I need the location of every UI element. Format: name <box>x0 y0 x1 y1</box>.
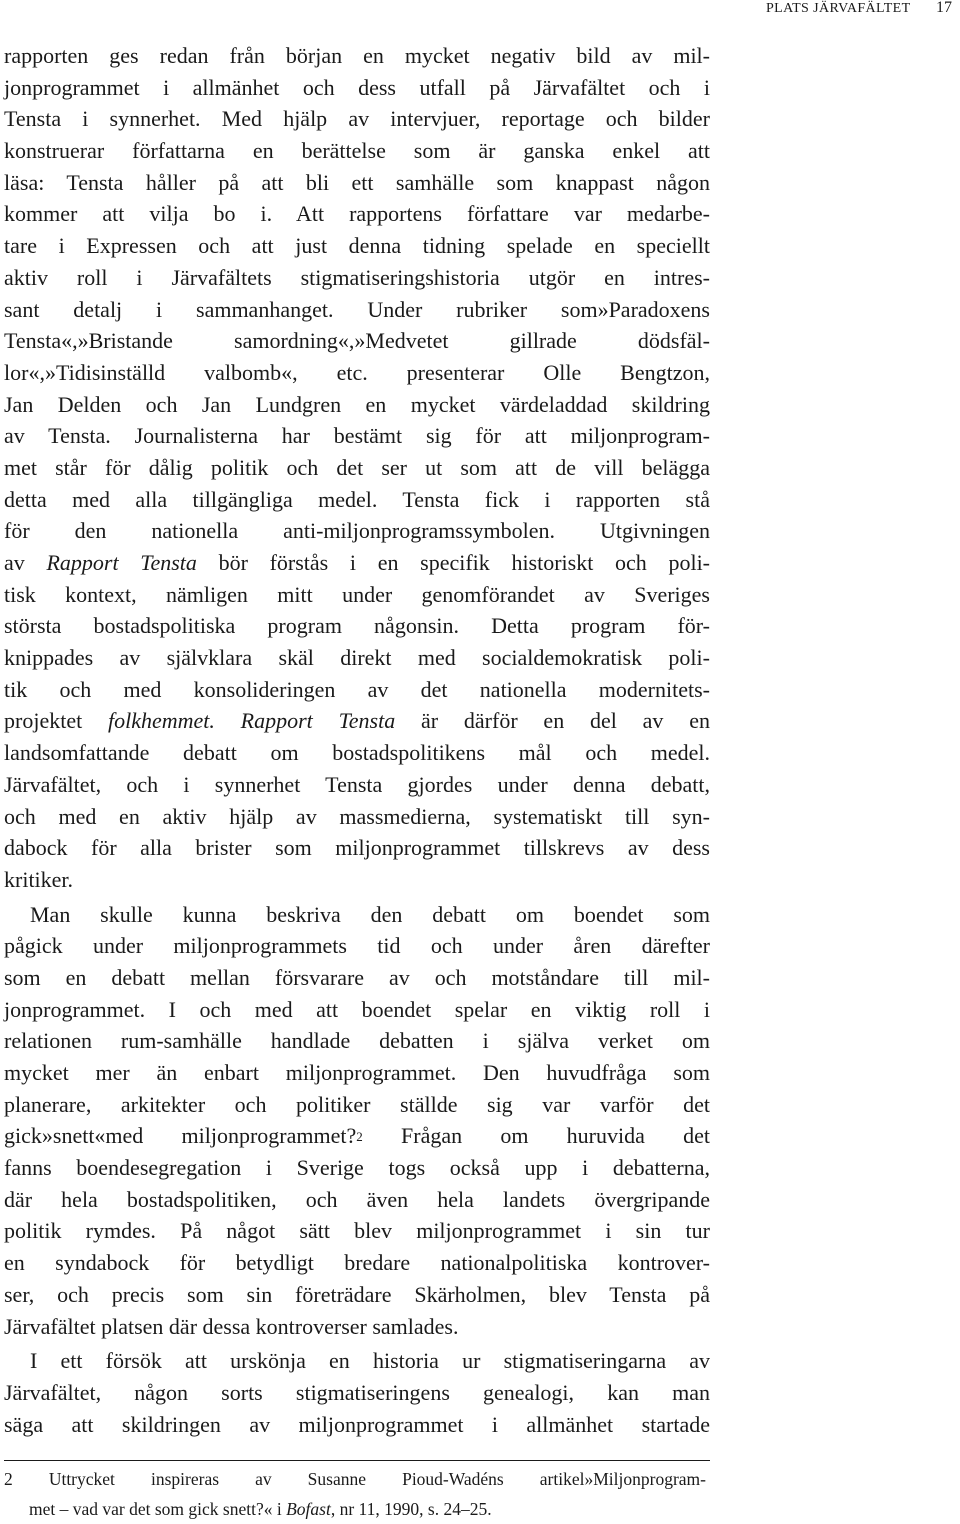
text-line <box>4 357 710 389</box>
line-text: tik och med konsolideringen av det nationella modernitets- <box>4 676 710 702</box>
text-line <box>4 1057 710 1089</box>
text-line <box>4 1025 710 1057</box>
line-text: för den nationella anti-miljonprogramssymbolen. Utgivningen <box>4 518 710 544</box>
text-line <box>4 642 710 674</box>
line-text: kommer att vilja bo i. Att rapportens författare var medarbe- <box>4 201 710 227</box>
footnote-marker: 2 <box>356 1129 363 1145</box>
text-line <box>4 547 710 579</box>
text-line <box>4 610 710 642</box>
line-text: dabock för alla brister som miljonprogrammet tillskrevs av dess <box>4 835 710 861</box>
text-line <box>4 930 710 962</box>
text-line <box>4 1247 710 1279</box>
text-line <box>4 899 710 931</box>
text-line <box>4 262 710 294</box>
text-line <box>4 769 710 801</box>
text-line <box>4 737 710 769</box>
running-head-title: PLATS JÄRVAFÄLTET <box>766 1 911 16</box>
footnote-text: 2 Uttrycket inspireras av Susanne Pioud-Wadéns artikel»Miljonprogram- <box>4 1469 706 1489</box>
text-line <box>4 484 710 516</box>
italic-title: Rapport Tensta <box>46 550 197 575</box>
line-text: ser, och precis som sin företrädare Skärholmen, blev Tensta på <box>4 1281 710 1307</box>
line-text: är därför en del av en <box>395 708 710 734</box>
text-line <box>4 832 710 864</box>
line-text: Tensta i synnerhet. Med hjälp av intervjuer, reportage och bilder <box>4 106 710 132</box>
line-text: som en debatt mellan försvarare av och motståndare till mil- <box>4 964 710 990</box>
text-line <box>4 515 710 547</box>
text-line <box>4 230 710 262</box>
footnote-line <box>4 1464 706 1494</box>
line-text: läsa: Tensta håller på att bli ett samhälle som knappast någon <box>4 169 710 195</box>
text-line <box>4 72 710 104</box>
line-text: bör förstås i en specifik historiskt och poli- <box>196 550 711 575</box>
line-text: där hela bostadspolitiken, och även hela landets övergripande <box>4 1186 710 1212</box>
text-line <box>4 452 710 484</box>
footnote-rule <box>4 1460 710 1461</box>
line-text: detta med alla tillgängliga medel. Tensta fick i rapporten stå <box>4 486 710 512</box>
text-line <box>4 40 710 72</box>
line-text: tare i Expressen och att just denna tidning spelade en speciellt <box>4 233 710 259</box>
line-text: Jan Delden och Jan Lundgren en mycket värdeladdad skildring <box>4 391 710 417</box>
footnote-text: , nr 11, 1990, s. 24–25. <box>330 1499 492 1519</box>
line-text: en syndabock för betydligt bredare nationalpolitiska kontrover- <box>4 1250 710 1276</box>
line-text: I ett försök att urskönja en historia ur stigmatiseringarna av <box>30 1348 710 1374</box>
line-text: met står för dålig politik och det ser ut som att de vill belägga <box>4 454 710 480</box>
line-text: politik rymdes. På något sätt blev miljonprogrammet i sin tur <box>4 1218 710 1244</box>
line-text: rapporten ges redan från början en mycket negativ bild av mil- <box>4 43 710 68</box>
line-text: Tensta«,»Bristande samordning«,»Medvetet gillrade dödsfäl- <box>4 328 710 354</box>
line-text: lor«,»Tidisinställd valbomb«, etc. presenterar Olle Bengtzon, <box>4 359 710 385</box>
text-line <box>4 1184 710 1216</box>
text-line <box>4 167 710 199</box>
footnote <box>4 1464 706 1524</box>
line-text: största bostadspolitiska program någonsin. Detta program för- <box>4 613 710 639</box>
line-text: av Tensta. Journalisterna har bestämt sig för att miljonprogram- <box>4 423 710 449</box>
text-line <box>4 135 710 167</box>
text-line <box>4 103 710 135</box>
line-text: projektet <box>4 708 108 734</box>
line-text: fanns boendesegregation i Sverige togs också upp i debatterna, <box>4 1155 710 1181</box>
line-text: Järvafältet, någon sorts stigmatiseringens genealogi, kan man <box>4 1379 710 1405</box>
line-text: mycket mer än enbart miljonprogrammet. Den huvudfråga som <box>4 1060 710 1085</box>
text-line <box>4 864 710 896</box>
running-head <box>766 0 952 17</box>
text-line <box>4 1311 710 1343</box>
body-text <box>4 40 710 1440</box>
text-line <box>4 198 710 230</box>
line-text: landsomfattande debatt om bostadspolitikens mål och medel. <box>4 740 710 766</box>
line-text: Järvafältet, och i synnerhet Tensta gjordes under denna debatt, <box>4 771 710 797</box>
line-text: Frågan om huruvida det <box>362 1123 710 1149</box>
line-text: aktiv roll i Järvafältets stigmatiseringshistoria utgör en intres- <box>4 264 710 290</box>
line-text: sant detalj i sammanhanget. Under rubriker som»Paradoxens <box>4 296 710 322</box>
text-line <box>4 1215 710 1247</box>
line-text: relationen rum-samhälle handlade debatten i själva verket om <box>4 1028 710 1054</box>
text-line <box>4 1279 710 1311</box>
line-text: tisk kontext, nämligen mitt under genomförandet av Sveriges <box>4 581 710 607</box>
text-line <box>4 1089 710 1121</box>
line-text: och med en aktiv hjälp av massmedierna, systematiskt till syn- <box>4 803 710 829</box>
text-line <box>4 420 710 452</box>
page-number: 17 <box>936 0 952 16</box>
line-text: konstruerar författarna en berättelse som är ganska enkel att <box>4 138 710 164</box>
text-line <box>4 1345 710 1377</box>
line-text: Man skulle kunna beskriva den debatt om boendet som <box>30 901 710 927</box>
text-line <box>4 705 710 737</box>
line-text: kritiker. <box>4 866 74 892</box>
text-line <box>4 1377 710 1409</box>
text-line <box>4 1409 710 1441</box>
footnote-text: met – vad var det som gick snett?« i <box>29 1499 287 1519</box>
line-text: säga att skildringen av miljonprogrammet i allmänhet startade <box>4 1411 710 1437</box>
text-line <box>4 294 710 326</box>
italic-title: folkhemmet. Rapport Tensta <box>107 708 396 734</box>
text-line <box>4 674 710 706</box>
text-line <box>4 1152 710 1184</box>
footnote-journal-title: Bofast <box>286 1499 331 1519</box>
text-line <box>4 801 710 833</box>
line-text: gick»snett«med miljonprogrammet? <box>4 1123 357 1149</box>
line-text: av <box>4 550 47 575</box>
line-text: pågick under miljonprogrammets tid och under åren därefter <box>4 933 710 959</box>
line-text: Järvafältet platsen där dessa kontroverser samlades. <box>4 1313 459 1339</box>
line-text: knippades av självklara skäl direkt med socialdemokratisk poli- <box>4 645 710 671</box>
text-line <box>4 1120 710 1152</box>
text-line <box>4 325 710 357</box>
line-text: planerare, arkitekter och politiker ställde sig var varför det <box>4 1091 710 1117</box>
text-line <box>4 389 710 421</box>
text-line <box>4 994 710 1026</box>
line-text: jonprogrammet i allmänhet och dess utfall på Järvafältet och i <box>4 74 710 100</box>
line-text: jonprogrammet. I och med att boendet spelar en viktig roll i <box>4 996 710 1022</box>
text-line <box>4 962 710 994</box>
text-line <box>4 579 710 611</box>
